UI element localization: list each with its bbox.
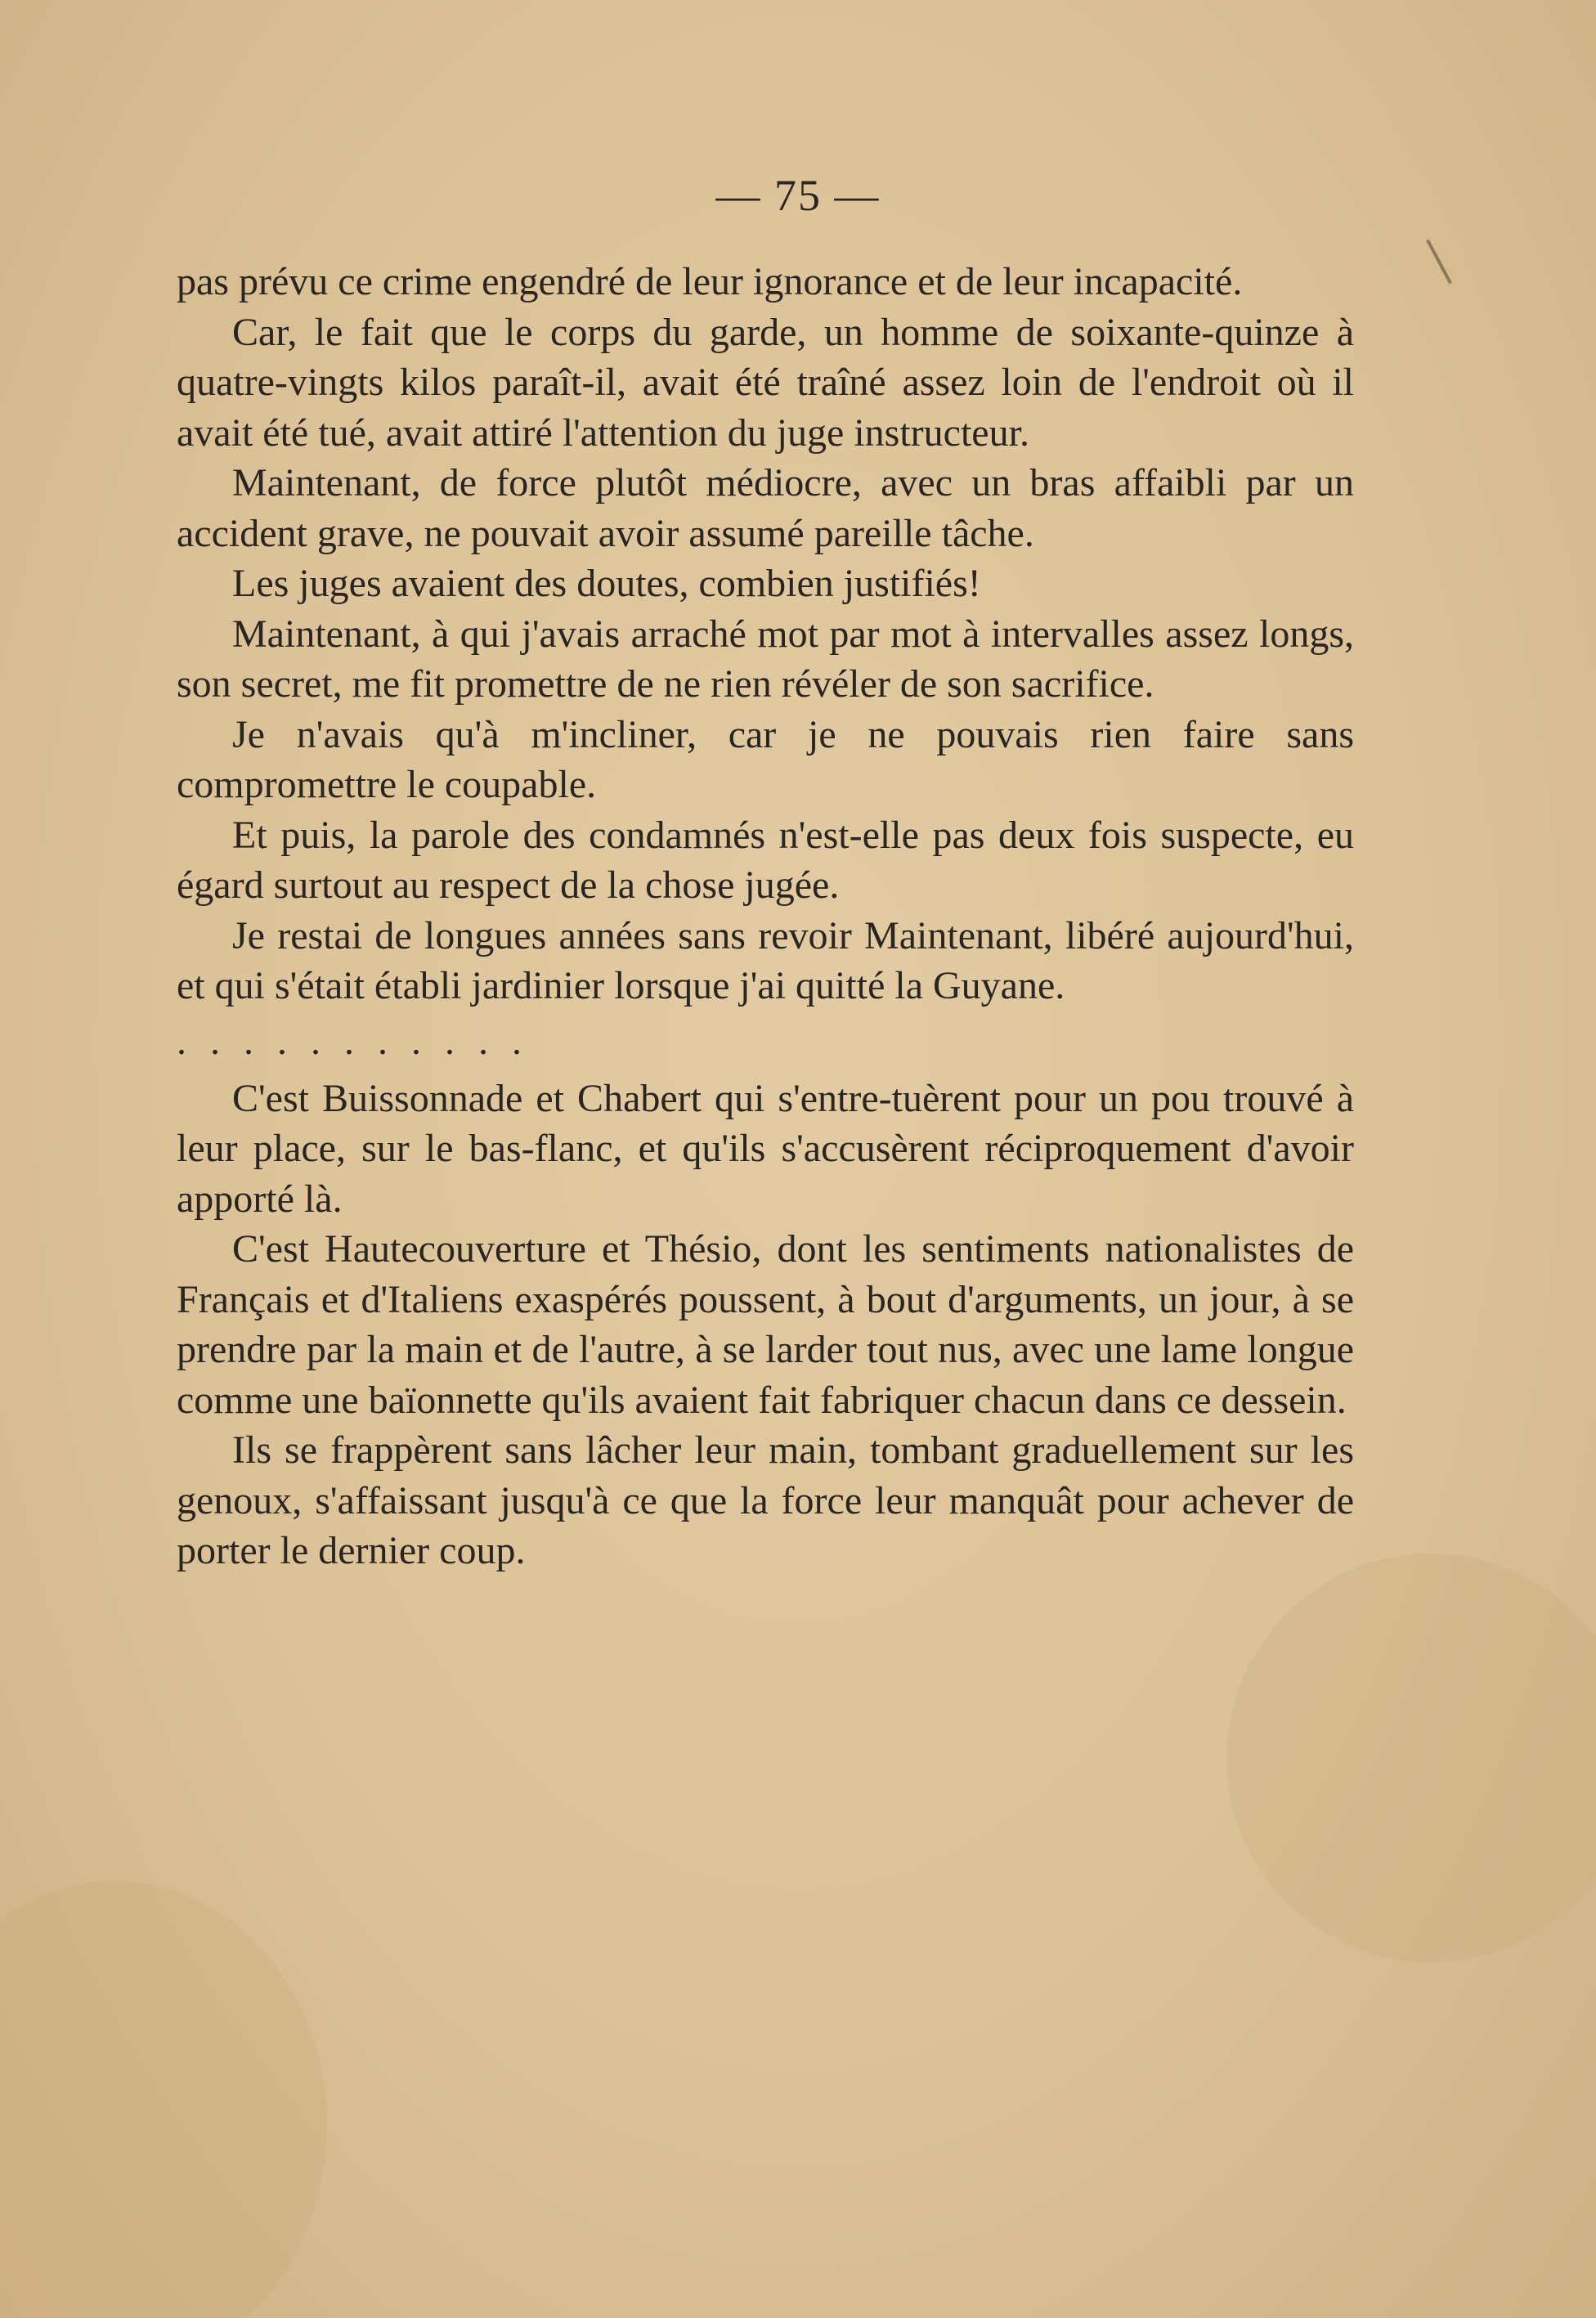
paragraph: C'est Hautecouverture et Thésio, dont les sentiments nationalistes de Français et d'Italiens exaspérés poussent, à bout d'arguments, un jour, à se prendre par la main et de l'autre, à se larder tout nus, avec une lame longue comme une baïonnette qu'ils avaient fait fabriquer chacun dans ce dessein. [177,1227,1354,1422]
paragraph: Et puis, la parole des condamnés n'est-elle pas deux fois suspecte, eu égard surtout au respect de la chose jugée. [177,813,1354,907]
paragraph: Je n'avais qu'à m'incliner, car je ne pouvais rien faire sans compromettre le coupable. [177,712,1354,806]
paragraph: C'est Buissonnade et Chabert qui s'entre-tuèrent pour un pou trouvé à leur place, sur le bas-flanc, et qu'ils s'accusèrent réciproquement d'avoir apporté là. [177,1076,1354,1221]
paper-stain [1226,1554,1596,1962]
page-number: — 75 — [715,171,881,220]
paragraph: Je restai de longues années sans revoir Maintenant, libéré aujourd'hui, et qui s'était établi jardinier lorsque j'ai quitté la Guyane. [177,913,1354,1007]
paper-stain [0,1881,327,2318]
paragraph: Maintenant, à qui j'avais arraché mot par mot à intervalles assez longs, son secret, me fit promettre de ne rien révéler de son sacrifice. [177,612,1354,706]
paragraph: Car, le fait que le corps du garde, un homme de soixante-quinze à quatre-vingts kilos paraît-il, avait été traîné assez loin de l'endroit où il avait été tué, avait attiré l'attention du juge instructeur. [177,310,1354,455]
paragraph: pas prévu ce crime engendré de leur ignorance et de leur incapacité. [177,260,1243,303]
paragraph: Maintenant, de force plutôt médiocre, avec un bras affaibli par un accident grave, ne pouvait avoir assumé pareille tâche. [177,461,1354,555]
paragraph: Ils se frappèrent sans lâcher leur main, tombant graduellement sur les genoux, s'affaissant jusqu'à ce que la force leur manquât pour achever de porter le dernier coup. [177,1428,1354,1572]
pencil-mark [1426,240,1452,285]
paragraph: Les juges avaient des doutes, combien justifiés! [232,562,981,605]
section-separator: ........... [177,1019,545,1063]
body-text [177,257,1354,1576]
